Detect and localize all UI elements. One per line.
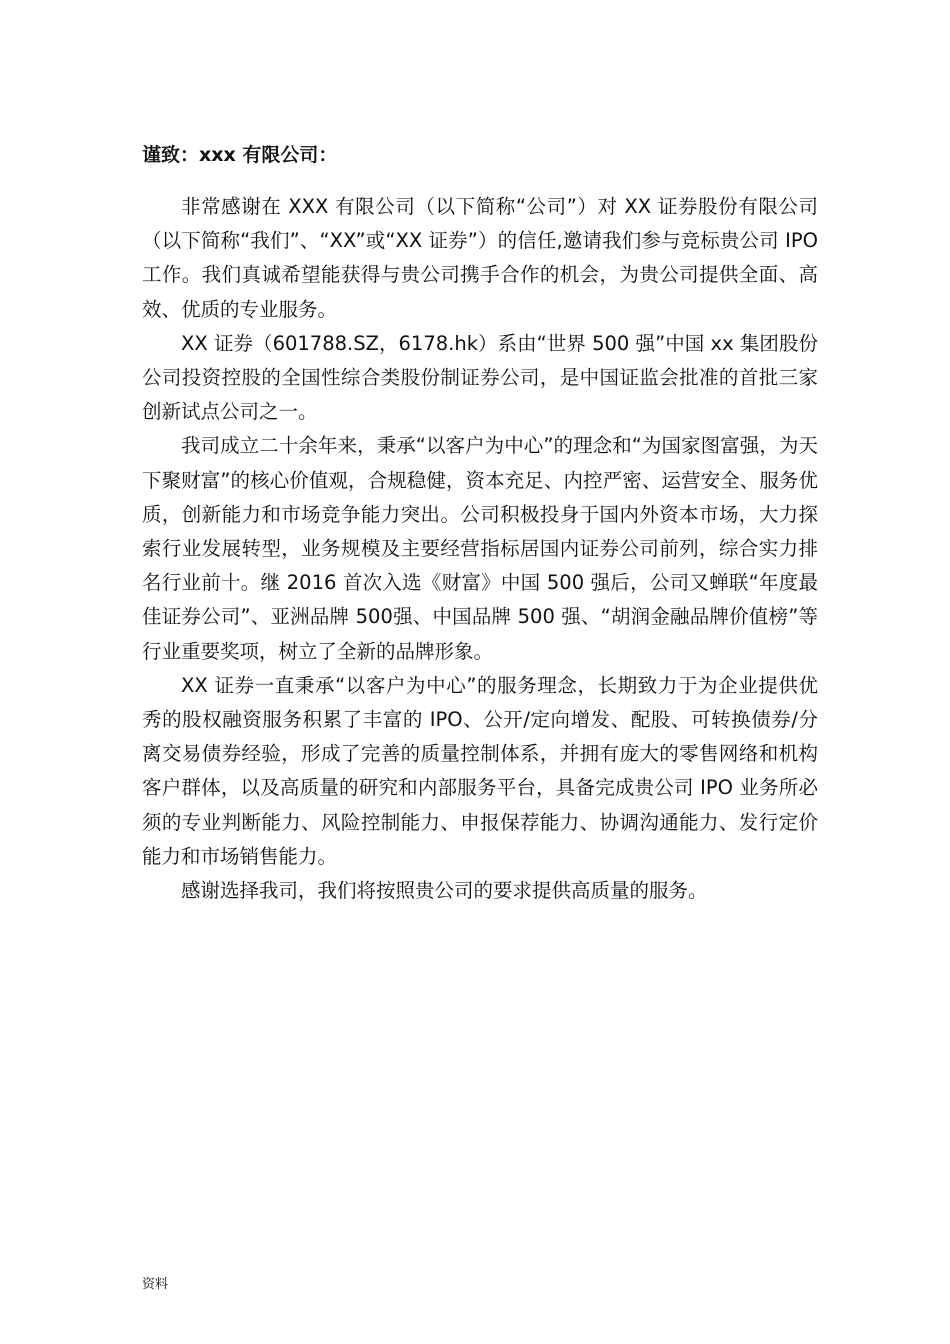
paragraph-history: 我司成立二十余年来，秉承“以客户为中心”的理念和“为国家图富强，为天下聚财富”的核心价值观，合规稳健，资本充足、内控严密、运营安全、服务优质，创新能力和市场竞争能力突出。公司积极投身于国内外资本市场，大力探索行业发展转型，业务规模及主要经营指标居国内证券公司前列，综合实力排名行业前十。继 2016 首次入选《财富》中国 500 强后，公司又蝉联“年度最佳证券公司”、亚洲品牌 500强、中国品牌 500 强、“胡润金融品牌价值榜”等行业重要奖项，树立了全新的品牌形象。 (142, 434, 818, 663)
paragraph-services: XX 证券一直秉承“以客户为中心”的服务理念，长期致力于为企业提供优秀的股权融资服务积累了丰富的 IPO、公开/定向增发、配股、可转换债券/分离交易债券经验，形成了完善的质量控制体系，并拥有庞大的零售网络和机构客户群体，以及高质量的研究和内部服务平台，具备完成贵公司 IPO 业务所必须的专业判断能力、风险控制能力、申报保荐能力、协调沟通能力、发行定价能力和市场销售能力。 (142, 673, 818, 868)
paragraph-intro: 非常感谢在 XXX 有限公司（以下简称“公司”）对 XX 证券股份有限公司（以下简称“我们”、“XX”或“XX 证券”）的信任,邀请我们参与竞标贵公司 IPO 工作。我们真诚希望能获得与贵公司携手合作的机会，为贵公司提供全面、高效、优质的专业服务。 (142, 195, 818, 321)
salutation: 谨致：xxx 有限公司： (142, 144, 338, 166)
footer-label: 资料 (142, 1277, 169, 1292)
paragraph-closing: 感谢选择我司，我们将按照贵公司的要求提供高质量的服务。 (181, 879, 708, 903)
paragraph-company-profile: XX 证券（601788.SZ，6178.hk）系由“世界 500 强”中国 xx 集团股份公司投资控股的全国性综合类股份制证券公司，是中国证监会批准的首批三家创新试点公司之一。 (142, 331, 818, 424)
letter-body (142, 190, 818, 908)
